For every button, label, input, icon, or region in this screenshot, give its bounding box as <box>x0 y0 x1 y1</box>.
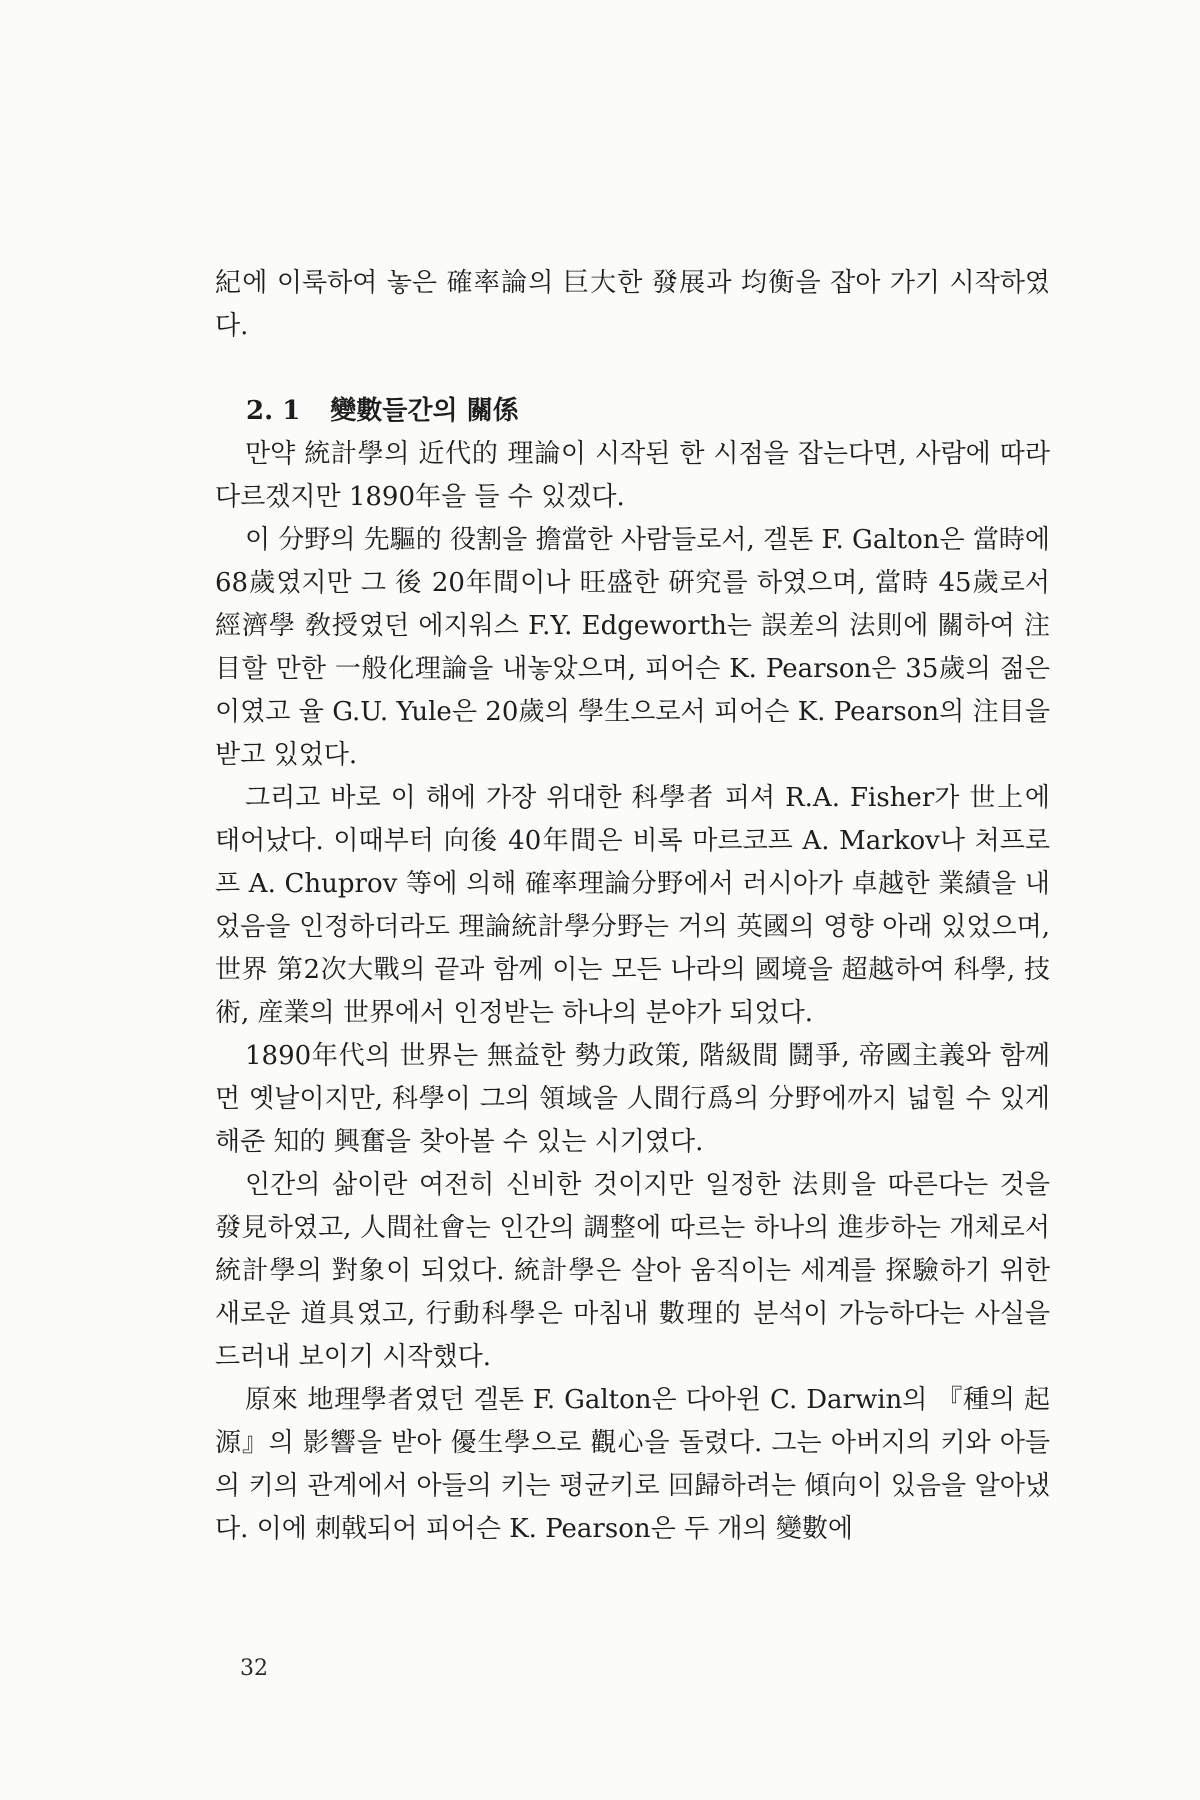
page-number: 32 <box>240 1656 268 1681</box>
section-number: 2. 1 <box>246 396 301 426</box>
section-title: 變數들간의 關係 <box>330 396 519 426</box>
paragraph-1: 만약 統計學의 近代的 理論이 시작된 한 시점을 잡는다면, 사람에 따라 다르겠지만 1890年을 들 수 있겠다. <box>215 439 1050 512</box>
paragraph-6: 原來 地理學者였던 겔톤 F. Galton은 다아윈 C. Darwin의 『種의 起源』의 影響을 받아 優生學으로 觀心을 돌렸다. 그는 아버지의 키와 아들의 키의 관계에서 아들의 키는 평균키로 回歸하려는 傾向이 있음을 알아냈다. 이에 刺戟되어 피어슨 K. Pearson은 두 개의 變數에 <box>215 1385 1050 1544</box>
paragraph-3: 그리고 바로 이 해에 가장 위대한 科學者 피셔 R.A. Fisher가 世上에 태어났다. 이때부터 向後 40年間은 비록 마르코프 A. Markov나 처프로프 A. Chuprov 等에 의해 確率理論分野에서 러시아가 卓越한 業績을 내었음을 인정하더라도 理論統計學分野는 거의 英國의 영향 아래 있었으며, 世界 第2次大戰의 끝과 함께 이는 모든 나라의 國境을 超越하여 科學, 技術, 産業의 世界에서 인정받는 하나의 분야가 되었다. <box>215 783 1050 1028</box>
paragraph-4: 1890年代의 世界는 無益한 勢力政策, 階級間 鬪爭, 帝國主義와 함께 먼 옛날이지만, 科學이 그의 領域을 人間行爲의 分野에까지 넓힐 수 있게 해준 知的 興奮을 찾아볼 수 있는 시기였다. <box>215 1041 1050 1157</box>
paragraph-2: 이 分野의 先驅的 役割을 擔當한 사람들로서, 겔톤 F. Galton은 當時에 68歲였지만 그 後 20年間이나 旺盛한 硏究를 하였으며, 當時 45歲로서 經濟學 敎授였던 에지워스 F.Y. Edgeworth는 誤差의 法則에 關하여 注目할 만한 一般化理論을 내놓았으며, 피어슨 K. Pearson은 35歲의 젊은이였고 율 G.U. Yule은 20歲의 學生으로서 피어슨 K. Pearson의 注目을 받고 있었다. <box>215 525 1050 770</box>
section-heading <box>215 390 1050 433</box>
body-text <box>215 262 1050 1551</box>
intro-paragraph: 紀에 이룩하여 놓은 確率論의 巨大한 發展과 均衡을 잡아 가기 시작하였다. <box>215 268 1050 341</box>
paragraph-5: 인간의 삶이란 여전히 신비한 것이지만 일정한 法則을 따른다는 것을 發見하였고, 人間社會는 인간의 調整에 따르는 하나의 進步하는 개체로서 統計學의 對象이 되었다. 統計學은 살아 움직이는 세계를 探驗하기 위한 새로운 道具였고, 行動科學은 마침내 數理的 분석이 가능하다는 사실을 드러내 보이기 시작했다. <box>215 1170 1050 1372</box>
